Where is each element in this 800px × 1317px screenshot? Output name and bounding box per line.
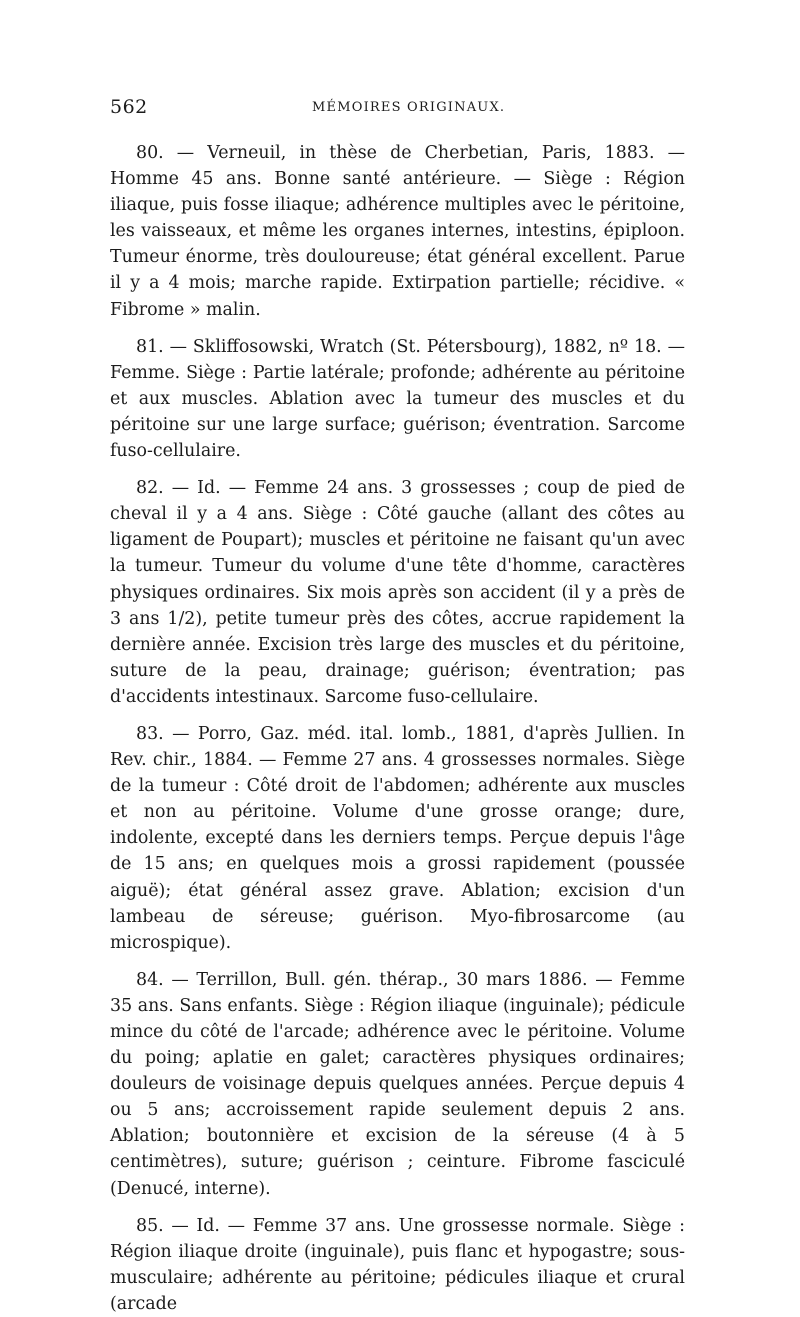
case-entry-83: 83. — Porro, Gaz. méd. ital. lomb., 1881, d'après Jullien. In Rev. chir., 1884. — Femme 27 ans. 4 grossesses normales. Siège de la tumeur : Côté droit de l'abdomen; adhérente aux muscles et non au péritoine. Volume d'une grosse orange; dure, indolente, excepté dans les derniers temps. Perçue depuis l'âge de 15 ans; en quelques mois a grossi rapidement (poussée aiguë); état général assez grave. Ablation; excision d'un lambeau de séreuse; guérison. Myo-fibrosarcome (au microspique). [110, 723, 685, 953]
page-header [110, 96, 690, 126]
case-entry-81: 81. — Skliffosowski, Wratch (St. Pétersbourg), 1882, nº 18. — Femme. Siège : Partie latérale; profonde; adhérente au péritoine et aux muscles. Ablation avec la tumeur des muscles et du péritoine sur une large surface; guérison; éventration. Sarcome fuso-cellulaire. [110, 336, 685, 462]
case-entry-82: 82. — Id. — Femme 24 ans. 3 grossesses ; coup de pied de cheval il y a 4 ans. Siège : Côté gauche (allant des côtes au ligament de Poupart); muscles et péritoine ne faisant qu'un avec la tumeur. Tumeur du volume d'une tête d'homme, caractères physiques ordinaires. Six mois après son accident (il y a près de 3 ans 1/2), petite tumeur près des côtes, accrue rapidement la dernière année. Excision très large des muscles et du péritoine, suture de la peau, drainage; guérison; éventration; pas d'accidents intestinaux. Sarcome fuso-cellulaire. [110, 478, 685, 707]
case-entry-80: 80. — Verneuil, in thèse de Cherbetian, Paris, 1883. — Homme 45 ans. Bonne santé antérieure. — Siège : Région iliaque, puis fosse iliaque; adhérence multiples avec le péritoine, les vaisseaux, et même les organes internes, intestins, épiploon. Tumeur énorme, très douloureuse; état général excellent. Parue il y a 4 mois; marche rapide. Extirpation partielle; récidive. « Fibrome » malin. [110, 143, 685, 320]
running-title: MÉMOIRES ORIGINAUX. [312, 100, 506, 115]
page-body [110, 140, 685, 1317]
case-entry-85: 85. — Id. — Femme 37 ans. Une grossesse normale. Siège : Région iliaque droite (inguinale), puis flanc et hypogastre; sous-musculaire; adhérente au péritoine; pédicules iliaque et crural (arcade [110, 1215, 685, 1314]
case-entry-84: 84. — Terrillon, Bull. gén. thérap., 30 mars 1886. — Femme 35 ans. Sans enfants. Siège : Région iliaque (inguinale); pédicule mince du côté de l'arcade; adhérence avec le péritoine. Volume du poing; aplatie en galet; caractères physiques ordinaires; douleurs de voisinage depuis quelques années. Perçue depuis 4 ou 5 ans; accroissement rapide seulement depuis 2 ans. Ablation; boutonnière et excision de la séreuse (4 à 5 centimètres), suture; guérison ; ceinture. Fibrome fasciculé (Denucé, interne). [110, 969, 685, 1199]
page-number: 562 [110, 96, 148, 118]
